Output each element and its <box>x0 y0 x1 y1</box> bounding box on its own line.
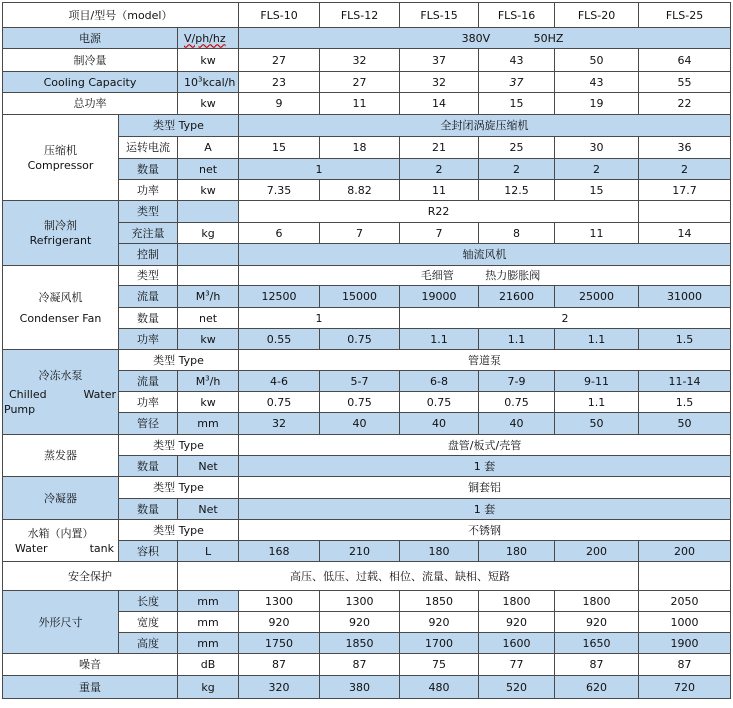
cooling-kcal-label: Cooling Capacity <box>3 72 178 93</box>
cell: 920 <box>320 612 400 633</box>
cell: 0.55 <box>239 329 320 350</box>
cell: 15 <box>239 137 320 159</box>
condenser-type-value: 铜套铝 <box>239 477 731 499</box>
fan-count-unit: net <box>178 308 239 329</box>
cell: 320 <box>239 676 320 699</box>
cell: 32 <box>400 72 479 93</box>
fan-power-label: 功率 <box>119 329 178 350</box>
pump-power-label: 功率 <box>119 392 178 413</box>
cell: 1300 <box>239 591 320 612</box>
fan-type-row <box>3 266 731 286</box>
condenser-count-label: 数量 <box>119 499 178 520</box>
cell: 22 <box>639 93 731 115</box>
cell: 9-11 <box>555 371 639 392</box>
cell: 4-6 <box>239 371 320 392</box>
cell: 40 <box>479 413 555 435</box>
cell: 27 <box>239 49 320 72</box>
cell: 6 <box>239 223 320 244</box>
cell: 1800 <box>479 591 555 612</box>
cell: 380 <box>320 676 400 699</box>
cell: 180 <box>479 541 555 562</box>
condenser-count-unit: Net <box>178 499 239 520</box>
cell: 1.1 <box>555 392 639 413</box>
cell: 7.35 <box>239 180 320 201</box>
compressor-current-unit: A <box>178 137 239 159</box>
cell: 77 <box>479 654 555 676</box>
cooling-kw-row <box>3 49 731 72</box>
cell: 37 <box>479 72 555 93</box>
cell: 50 <box>639 413 731 435</box>
header-row <box>3 3 731 28</box>
dimensions-label: 外形尺寸 <box>3 591 119 654</box>
refrigerant-type-unit <box>178 201 239 223</box>
pump-label-en-2: Pump <box>4 402 36 416</box>
cell: 11 <box>555 223 639 244</box>
cell: 1.5 <box>639 392 731 413</box>
fan-power-unit: kw <box>178 329 239 350</box>
length-label: 长度 <box>119 591 178 612</box>
tank-volume-label: 容积 <box>119 541 178 562</box>
fan-flow-unit: $M^3/h$ <box>178 286 239 308</box>
fan-type-label: 类型 <box>119 266 178 286</box>
cell: 23 <box>239 72 320 93</box>
tank-volume-unit: L <box>178 541 239 562</box>
refrigerant-type-value: R22 <box>239 201 639 223</box>
cell: 15000 <box>320 286 400 308</box>
fan-type-unit <box>178 266 239 286</box>
evaporator-count-unit: Net <box>178 456 239 477</box>
cell: 1900 <box>639 633 731 654</box>
model-fls16: FLS-16 <box>479 3 555 28</box>
compressor-label-en: Compressor <box>27 158 94 172</box>
cell: 1.1 <box>400 329 479 350</box>
cooling-kw-label: 制冷量 <box>3 49 178 72</box>
cell: 87 <box>320 654 400 676</box>
pump-type-value: 管道泵 <box>239 350 731 371</box>
cell: 480 <box>400 676 479 699</box>
cooling-kcal-row <box>3 72 731 93</box>
cell: 5-7 <box>320 371 400 392</box>
compressor-label <box>3 115 119 201</box>
pump-label-cn: 冷冻水泵 <box>38 368 83 382</box>
cell: 43 <box>479 49 555 72</box>
cell: 0.75 <box>320 392 400 413</box>
evaporator-type-label: 类型 Type <box>119 435 239 456</box>
cell: 15 <box>555 180 639 201</box>
cell: 1 <box>239 159 400 180</box>
cell: 1750 <box>239 633 320 654</box>
cell: 6-8 <box>400 371 479 392</box>
cell: 920 <box>555 612 639 633</box>
cell: 25 <box>479 137 555 159</box>
cell: 1.5 <box>639 329 731 350</box>
refrigerant-label-en: Refrigerant <box>29 234 92 247</box>
cell: 200 <box>555 541 639 562</box>
compressor-count-unit: net <box>178 159 239 180</box>
condenser-type-row <box>3 477 731 499</box>
total-power-label: 总功率 <box>3 93 178 115</box>
cell: 27 <box>320 72 400 93</box>
cell: 9 <box>239 93 320 115</box>
cell: 8.82 <box>320 180 400 201</box>
compressor-count-label: 数量 <box>119 159 178 180</box>
cell: 87 <box>239 654 320 676</box>
model-fls12: FLS-12 <box>320 3 400 28</box>
cell: 11 <box>400 180 479 201</box>
cell: 14 <box>639 223 731 244</box>
cell: 32 <box>239 413 320 435</box>
cell: 7 <box>320 223 400 244</box>
cell: 12.5 <box>479 180 555 201</box>
evaporator-count-value: 1 套 <box>239 456 731 477</box>
condenser-label: 冷凝器 <box>3 477 119 520</box>
cell: 1700 <box>400 633 479 654</box>
refrigerant-control-label: 控制 <box>119 244 178 266</box>
compressor-type-row <box>3 115 731 137</box>
total-power-unit: kw <box>178 93 239 115</box>
noise-unit: dB <box>178 654 239 676</box>
pump-dia-label: 管径 <box>119 413 178 435</box>
cell: 1.1 <box>479 329 555 350</box>
power-voltage: 380V <box>461 31 491 45</box>
power-frequency: 50HZ <box>533 31 564 45</box>
refrigerant-label <box>3 201 119 266</box>
cooling-kcal-unit: $10^3kcal/h$ <box>178 72 239 93</box>
cell: 920 <box>479 612 555 633</box>
cell: 200 <box>639 541 731 562</box>
cell: 1850 <box>400 591 479 612</box>
cell: 1850 <box>320 633 400 654</box>
power-row <box>3 28 731 49</box>
evaporator-label: 蒸发器 <box>3 435 119 477</box>
refrigerant-control-value: 轴流风机 <box>239 244 731 266</box>
cell: 30 <box>555 137 639 159</box>
fan-flow-label: 流量 <box>119 286 178 308</box>
cell: 520 <box>479 676 555 699</box>
cell: 1600 <box>479 633 555 654</box>
cell: 210 <box>320 541 400 562</box>
compressor-type-value: 全封闭涡旋压缩机 <box>239 115 731 137</box>
cell: 32 <box>320 49 400 72</box>
cell: 55 <box>639 72 731 93</box>
cell: 87 <box>639 654 731 676</box>
cell: 19 <box>555 93 639 115</box>
cell: 0.75 <box>320 329 400 350</box>
cell: 2 <box>400 308 731 329</box>
weight-row <box>3 676 731 699</box>
cell: 75 <box>400 654 479 676</box>
cell: 168 <box>239 541 320 562</box>
cell: 14 <box>400 93 479 115</box>
cell: 1 <box>239 308 400 329</box>
total-power-row <box>3 93 731 115</box>
cell: 64 <box>639 49 731 72</box>
cell: 11 <box>320 93 400 115</box>
cooling-kw-unit: kw <box>178 49 239 72</box>
cell: 2 <box>555 159 639 180</box>
condenser-count-value: 1 套 <box>239 499 731 520</box>
tank-type-value: 不锈钢 <box>239 520 731 541</box>
width-unit: mm <box>178 612 239 633</box>
pump-label-en: Chilled Water <box>9 387 116 401</box>
cell: 1800 <box>555 591 639 612</box>
safety-blank <box>639 562 731 591</box>
fan-label-en: Condenser Fan <box>19 311 102 325</box>
weight-label: 重量 <box>3 676 178 699</box>
power-unit: V/ph/hz <box>178 28 239 49</box>
cell: 2 <box>479 159 555 180</box>
refrigerant-type-label: 类型 <box>119 201 178 223</box>
cell: 1.1 <box>555 329 639 350</box>
model-fls15: FLS-15 <box>400 3 479 28</box>
pump-type-row <box>3 350 731 371</box>
pump-type-label: 类型 Type <box>119 350 239 371</box>
cell: 50 <box>555 413 639 435</box>
cell: 7 <box>400 223 479 244</box>
cell: 15 <box>479 93 555 115</box>
cell: 19000 <box>400 286 479 308</box>
cell: 21 <box>400 137 479 159</box>
length-unit: mm <box>178 591 239 612</box>
cell: 720 <box>639 676 731 699</box>
pump-flow-unit: $M^3/h$ <box>178 371 239 392</box>
evaporator-type-row <box>3 435 731 456</box>
weight-unit: kg <box>178 676 239 699</box>
cell: 40 <box>400 413 479 435</box>
cell: 920 <box>400 612 479 633</box>
evaporator-count-label: 数量 <box>119 456 178 477</box>
cell: 2050 <box>639 591 731 612</box>
cell: 180 <box>400 541 479 562</box>
cell: 7-9 <box>479 371 555 392</box>
cell: 1650 <box>555 633 639 654</box>
cell: 36 <box>639 137 731 159</box>
power-label: 电源 <box>3 28 178 49</box>
height-label: 高度 <box>119 633 178 654</box>
header-item: 项目/型号（model） <box>3 3 239 28</box>
cell: 2 <box>400 159 479 180</box>
fan-type-expansion-valve: 热力膨胀阀 <box>485 269 541 282</box>
cell: 25000 <box>555 286 639 308</box>
refrigerant-control-unit <box>178 244 239 266</box>
compressor-power-label: 功率 <box>119 180 178 201</box>
model-fls10: FLS-10 <box>239 3 320 28</box>
model-fls20: FLS-20 <box>555 3 639 28</box>
cell: 0.75 <box>400 392 479 413</box>
safety-value: 高压、低压、过载、相位、流量、缺相、短路 <box>178 562 639 591</box>
power-value <box>239 28 731 49</box>
fan-label <box>3 266 119 350</box>
model-fls25: FLS-25 <box>639 3 731 28</box>
noise-row <box>3 654 731 676</box>
cell: 8 <box>479 223 555 244</box>
refrigerant-label-cn: 制冷剂 <box>44 219 77 232</box>
fan-type-value <box>239 266 731 286</box>
cell: 11-14 <box>639 371 731 392</box>
tank-type-row <box>3 520 731 541</box>
pump-flow-label: 流量 <box>119 371 178 392</box>
cell: 0.75 <box>239 392 320 413</box>
evaporator-type-value: 盘管/板式/壳管 <box>239 435 731 456</box>
cell: 1000 <box>639 612 731 633</box>
cell: 31000 <box>639 286 731 308</box>
tank-label-cn: 水箱（内置） <box>27 526 94 540</box>
tank-label-en: Water tank <box>15 541 114 555</box>
cell: 37 <box>400 49 479 72</box>
pump-dia-unit: mm <box>178 413 239 435</box>
compressor-current-label: 运转电流 <box>119 137 178 159</box>
pump-label <box>3 350 119 435</box>
safety-row <box>3 562 731 591</box>
width-label: 宽度 <box>119 612 178 633</box>
cell: 12500 <box>239 286 320 308</box>
cell: 17.7 <box>639 180 731 201</box>
refrigerant-type-row <box>3 201 731 223</box>
cell: 0.75 <box>479 392 555 413</box>
condenser-type-label: 类型 Type <box>119 477 239 499</box>
refrigerant-type-blank <box>639 201 731 223</box>
cell: 920 <box>239 612 320 633</box>
cell: 87 <box>555 654 639 676</box>
length-row <box>3 591 731 612</box>
refrigerant-charge-unit: kg <box>178 223 239 244</box>
compressor-power-unit: kw <box>178 180 239 201</box>
tank-type-label: 类型 Type <box>119 520 239 541</box>
cell: 43 <box>555 72 639 93</box>
spec-table <box>2 2 731 699</box>
refrigerant-charge-label: 充注量 <box>119 223 178 244</box>
cell: 620 <box>555 676 639 699</box>
fan-label-cn: 冷凝风机 <box>38 290 83 304</box>
pump-power-unit: kw <box>178 392 239 413</box>
cell: 1300 <box>320 591 400 612</box>
cell: 40 <box>320 413 400 435</box>
cell: 50 <box>555 49 639 72</box>
cell: 21600 <box>479 286 555 308</box>
noise-label: 噪音 <box>3 654 178 676</box>
cell: 18 <box>320 137 400 159</box>
compressor-type-label: 类型 Type <box>119 115 239 137</box>
tank-label <box>3 520 119 562</box>
fan-type-capillary: 毛细管 <box>420 269 454 282</box>
cell: 2 <box>639 159 731 180</box>
fan-count-label: 数量 <box>119 308 178 329</box>
height-unit: mm <box>178 633 239 654</box>
compressor-label-cn: 压缩机 <box>44 143 77 157</box>
safety-label: 安全保护 <box>3 562 178 591</box>
